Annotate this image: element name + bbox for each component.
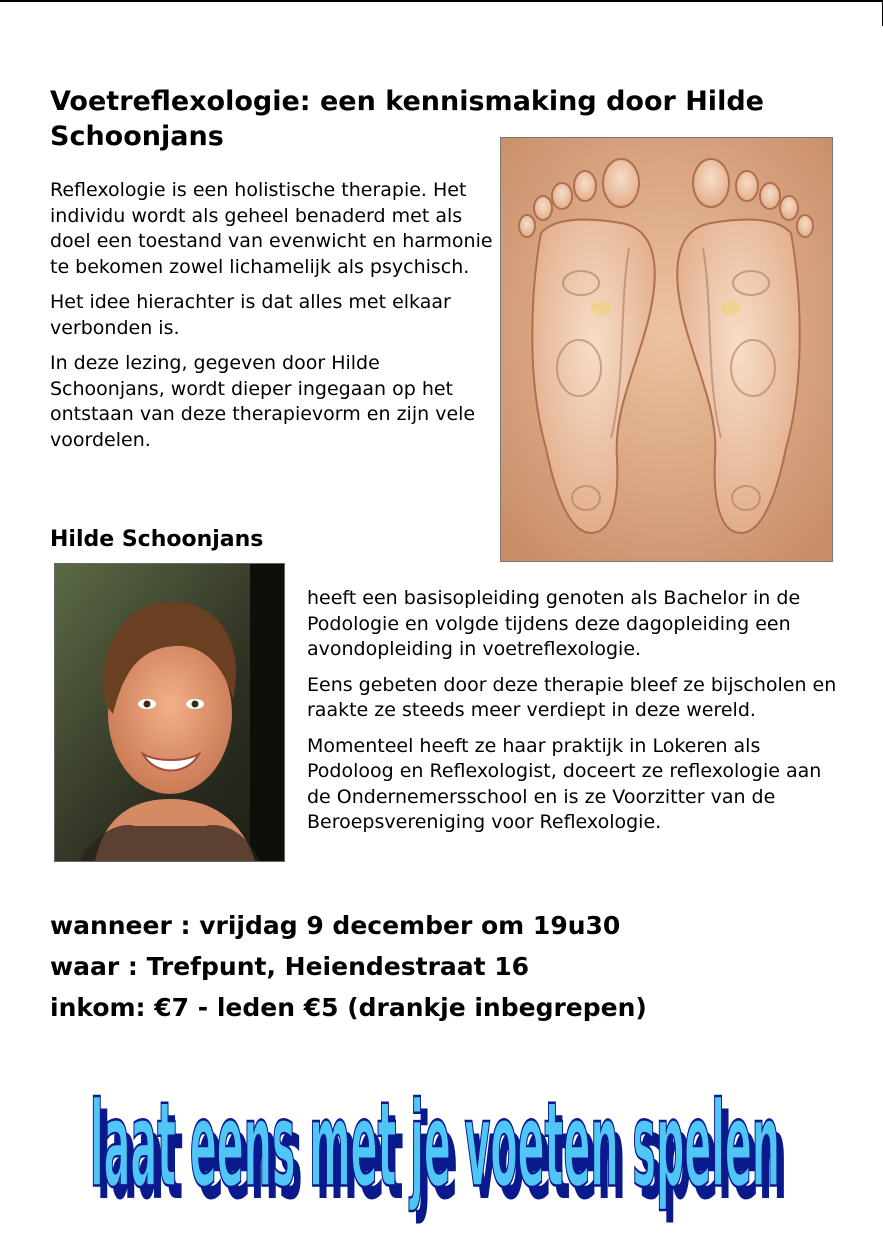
bio-paragraph-2: Eens gebeten door deze therapie bleef ze bijscholen en raakte ze steeds meer verdiept in deze wereld.	[307, 673, 837, 721]
intro-paragraph-1: Reflexologie is een holistische therapie. Het individu wordt als geheel benaderd met als doel een toestand van evenwicht en harmonie te bekomen zowel lichamelijk als psychisch.	[50, 179, 493, 278]
bio-text	[307, 586, 847, 846]
intro-paragraph-3: In deze lezing, gegeven door Hilde Schoonjans, wordt dieper ingegaan op het ontstaan van deze therapievorm en zijn vele voordelen.	[50, 352, 476, 451]
slogan-wordart	[70, 1030, 810, 1227]
page-top-border	[0, 0, 883, 2]
intro-paragraph-2: Het idee hierachter is dat alles met elkaar verbonden is.	[50, 291, 451, 339]
page-title: Voetreflexologie: een kennismaking door Hilde Schoonjans	[50, 86, 764, 152]
portrait-photo	[54, 563, 285, 862]
bio-heading: Hilde Schoonjans	[50, 527, 264, 552]
event-location: waar : Trefpunt, Heiendestraat 16	[50, 952, 530, 981]
bio-paragraph-1: heeft een basisopleiding genoten als Bachelor in de Podologie en volgde tijdens deze dagopleiding een avondopleiding in voetreflexologie.	[307, 587, 801, 660]
event-date: wanneer : vrijdag 9 december om 19u30	[50, 911, 621, 940]
foot-reflexology-chart-image	[500, 137, 833, 562]
slogan-shadow: laat eens met je voeten spelen	[97, 1089, 788, 1227]
bio-paragraph-3: Momenteel heeft ze haar praktijk in Lokeren als Podoloog en Reflexologist, doceert ze reflexologie aan de Ondernemersschool en is ze Voorzitter van de Beroepsvereniging voor Reflexologie.	[307, 734, 822, 833]
intro-text	[50, 178, 500, 463]
event-price: inkom: €7 - leden €5 (drankje inbegrepen)	[50, 993, 647, 1022]
event-info	[50, 905, 830, 1028]
slogan-text: laat eens met je voeten spelen	[90, 1077, 781, 1214]
